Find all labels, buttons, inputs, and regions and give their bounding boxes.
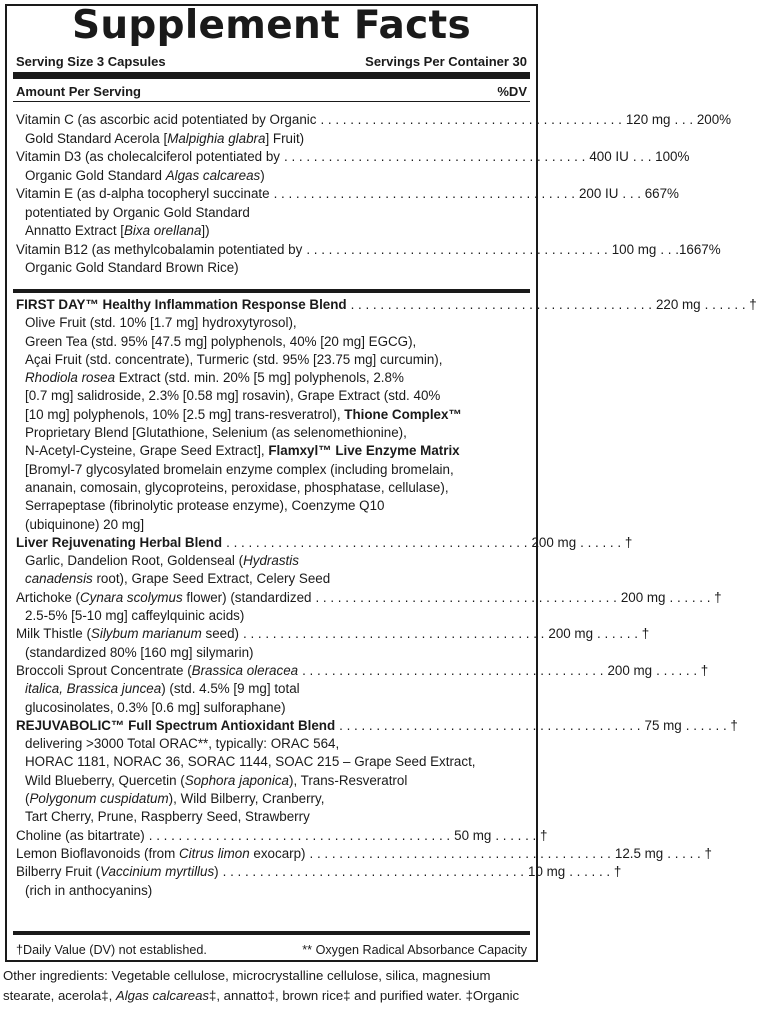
milk-thistle-name: Milk Thistle (Silybum marianum seed) bbox=[16, 626, 240, 642]
servings-per-container: Servings Per Container 30 bbox=[365, 54, 527, 69]
rejuvabolic-ingredients: delivering >3000 Total ORAC**, typically: ORAC 564, HORAC 1181, NORAC 36, SORAC 1144, SOAC 215 – Grape Seed Extract, Wild Blueberry, Quercetin (Sophora japonica), Trans-Resveratrol (Polygonum cuspidatum), Wild Bilberry, Cranberry, Tart Cherry, Prune, Raspberry Seed, Strawberry bbox=[25, 736, 476, 825]
first-day-row bbox=[16, 296, 757, 314]
dv-footnote: †Daily Value (DV) not established. bbox=[16, 943, 207, 957]
vitamin-e-source-1: potentiated by Organic Gold Standard bbox=[25, 204, 250, 220]
artichoke-amount: 200 mg bbox=[620, 589, 666, 605]
vitamin-d3-name: Vitamin D3 (as cholecalciferol potentiated by bbox=[16, 149, 280, 164]
first-day-ingredients: Olive Fruit (std. 10% [1.7 mg] hydroxytyrosol), Green Tea (std. 95% [47.5 mg] polyphenols, 40% [20 mg] EGCG), Açai Fruit (std. concentrate), Turmeric (std. 95% [23.75 mg] curcumin), Rhodiola rosea Extract (std. min. 20% [5 mg] polyphenols, 2.8% [0.7 mg] salidroside, 2.3% [0.58 mg] rosavin), Grape Extract (std. 40% [10 mg] polyphenols, 10% [2.5 mg] trans-resveratrol), Thione Complex™ Proprietary Blend [Glutathione, Selenium (as selenomethionine), N-Acetyl-Cysteine, Grape Seed Extract], Flamxyl™ Live Enzyme Matrix [Bromyl-7 glycosylated bromelain enzyme complex (including bromelain, ananain, comosain, glycoproteins, peroxidase, phosphatase, cellulase), Serrapeptase (fibrinolytic protease enzyme), Coenzyme Q10 (ubiquinone) 20 mg] bbox=[25, 315, 462, 532]
vitamin-b12-amount: 100 mg bbox=[611, 241, 657, 257]
other-ingredients bbox=[3, 966, 542, 1006]
amount-per-serving: Amount Per Serving bbox=[16, 84, 141, 99]
bilberry-detail: (rich in anthocyanins) bbox=[25, 882, 153, 898]
vitamin-c-name: Vitamin C (as ascorbic acid potentiated by Organic bbox=[16, 112, 317, 127]
vitamin-b12-source: Organic Gold Standard Brown Rice) bbox=[25, 260, 239, 275]
vitamin-c-dv: . . . 200% bbox=[674, 112, 732, 127]
rejuvabolic-name: REJUVABOLIC™ Full Spectrum Antioxidant Blend bbox=[16, 717, 336, 733]
choline-row bbox=[16, 827, 548, 845]
serving-size: Serving Size 3 Capsules bbox=[16, 54, 166, 69]
vitamin-e-amount: 200 IU bbox=[578, 186, 619, 201]
lemon-name: Lemon Bioflavonoids (from Citrus limon exocarp) bbox=[16, 845, 306, 861]
broccoli-name: Broccoli Sprout Concentrate (Brassica oleracea bbox=[16, 662, 299, 678]
heavy-rule bbox=[13, 72, 530, 79]
liver-amount: 200 mg bbox=[531, 534, 577, 550]
label-title: Supplement Facts bbox=[71, 3, 472, 48]
artichoke-row bbox=[16, 589, 722, 626]
broccoli-detail: italica, Brassica juncea) (std. 4.5% [9 mg] total bbox=[25, 681, 300, 697]
first-day-dv: . . . . . . † bbox=[704, 297, 757, 312]
amount-header bbox=[16, 84, 527, 100]
vitamin-b12-name: Vitamin B12 (as methylcobalamin potentiated by bbox=[16, 241, 303, 257]
liver-row bbox=[16, 534, 633, 552]
liver-dv: . . . . . . † bbox=[580, 534, 633, 550]
vitamin-e-dv: . . . 667% bbox=[622, 186, 679, 201]
artichoke-dv: . . . . . . † bbox=[669, 589, 722, 605]
rejuvabolic-row bbox=[16, 717, 738, 735]
vitamin-e-row bbox=[16, 185, 679, 241]
choline-amount: 50 mg bbox=[454, 827, 492, 843]
choline-name: Choline (as bitartrate) bbox=[16, 827, 145, 843]
section-rule bbox=[13, 289, 530, 293]
orac-footnote: ** Oxygen Radical Absorbance Capacity bbox=[302, 943, 527, 957]
liver-name: Liver Rejuvenating Herbal Blend bbox=[16, 534, 223, 550]
lemon-dv: . . . . . † bbox=[667, 845, 712, 861]
blend-list bbox=[16, 296, 757, 900]
choline-dv: . . . . . . † bbox=[495, 827, 548, 843]
bilberry-row bbox=[16, 863, 622, 900]
first-day-amount: 220 mg bbox=[655, 297, 701, 312]
supplement-facts-panel bbox=[5, 3, 757, 962]
bilberry-name: Bilberry Fruit (Vaccinium myrtillus) bbox=[16, 864, 219, 880]
vitamin-e-source-2: Annatto Extract [Bixa orellana]) bbox=[25, 223, 210, 238]
first-day-name: FIRST DAY™ Healthy Inflammation Response Blend bbox=[16, 297, 347, 312]
broccoli-row bbox=[16, 662, 709, 717]
other-ingredients-line-2: stearate, acerola‡, Algas calcareas‡, annatto‡, brown rice‡ and purified water. ‡Organic bbox=[3, 988, 520, 1003]
lemon-row bbox=[16, 845, 712, 863]
artichoke-detail: 2.5-5% [5-10 mg] caffeylquinic acids) bbox=[25, 608, 245, 624]
milk-thistle-detail: (standardized 80% [160 mg] silymarin) bbox=[25, 644, 254, 660]
vitamin-e-name: Vitamin E (as d-alpha tocopheryl succinate bbox=[16, 186, 270, 201]
bilberry-dv: . . . . . . † bbox=[569, 864, 622, 880]
rejuvabolic-dv: . . . . . . † bbox=[685, 717, 738, 733]
vitamin-c-amount: 120 mg bbox=[625, 112, 671, 127]
vitamin-d3-dv: . . . 100% bbox=[632, 149, 690, 164]
bilberry-amount: 10 mg bbox=[528, 864, 566, 880]
lemon-amount: 12.5 mg bbox=[614, 845, 664, 861]
broccoli-amount: 200 mg bbox=[607, 662, 653, 678]
vitamin-d3-amount: 400 IU bbox=[589, 149, 629, 164]
other-ingredients-line-1: Other ingredients: Vegetable cellulose, microcrystalline cellulose, silica, magnesium bbox=[3, 968, 491, 983]
vitamin-list bbox=[16, 111, 732, 278]
liver-ingredients: Garlic, Dandelion Root, Goldenseal (Hydrastis canadensis root), Grape Seed Extract, Celery Seed bbox=[25, 553, 331, 587]
broccoli-dv: . . . . . . † bbox=[656, 662, 709, 678]
milk-thistle-dv: . . . . . . † bbox=[597, 626, 650, 642]
dv-header: %DV bbox=[497, 84, 527, 99]
rejuvabolic-amount: 75 mg bbox=[644, 717, 682, 733]
broccoli-detail-2: glucosinolates, 0.3% [0.6 mg] sulforaphane) bbox=[25, 699, 286, 715]
milk-thistle-amount: 200 mg bbox=[548, 626, 594, 642]
serving-info bbox=[16, 54, 527, 70]
footer-rule bbox=[13, 931, 530, 935]
vitamin-c-source: Gold Standard Acerola [Malpighia glabra] Fruit) bbox=[25, 130, 305, 146]
footnotes bbox=[16, 942, 527, 958]
vitamin-d3-source: Organic Gold Standard Algas calcareas) bbox=[25, 167, 265, 183]
thin-rule bbox=[13, 101, 530, 102]
vitamin-c-row bbox=[16, 111, 732, 148]
artichoke-name: Artichoke (Cynara scolymus flower) (standardized bbox=[16, 589, 312, 605]
vitamin-b12-dv: . . .1667% bbox=[660, 241, 721, 257]
vitamin-d3-row bbox=[16, 148, 690, 185]
milk-thistle-row bbox=[16, 625, 650, 662]
vitamin-b12-row bbox=[16, 241, 721, 278]
